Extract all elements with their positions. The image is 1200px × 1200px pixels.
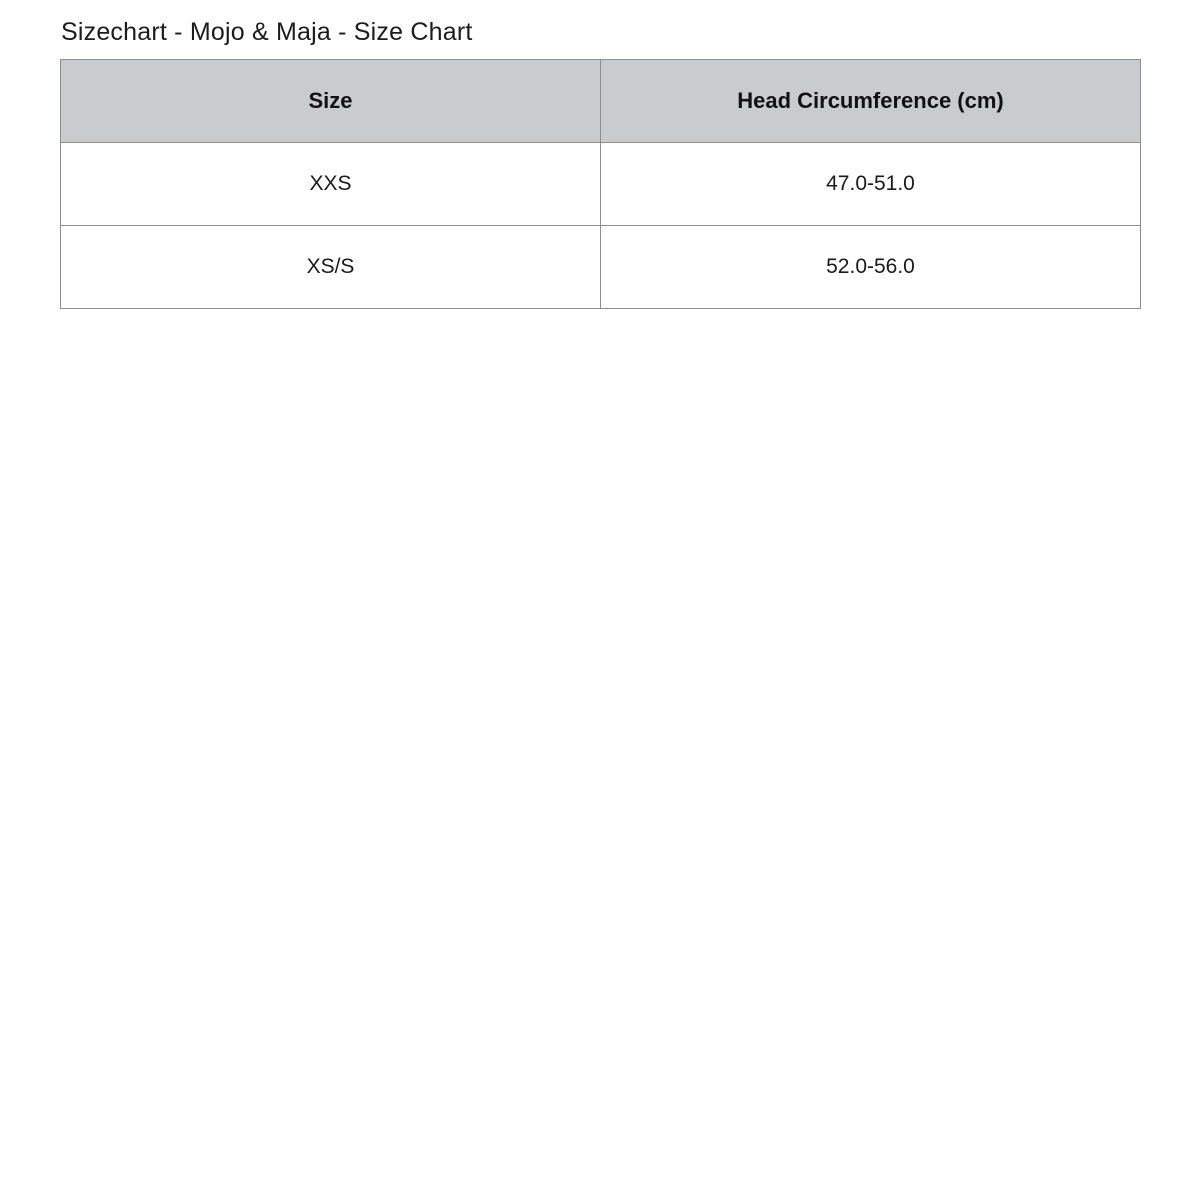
page-title: Sizechart - Mojo & Maja - Size Chart <box>61 18 473 46</box>
size-chart-table <box>60 59 1141 309</box>
column-header-size: Size <box>61 60 601 143</box>
column-header-head-circumference: Head Circumference (cm) <box>601 60 1141 143</box>
table-row <box>61 143 1141 226</box>
table-header-row <box>61 60 1141 143</box>
cell-size: XXS <box>61 143 601 226</box>
cell-head-circumference: 52.0-56.0 <box>601 226 1141 309</box>
cell-size: XS/S <box>61 226 601 309</box>
cell-head-circumference: 47.0-51.0 <box>601 143 1141 226</box>
table-row <box>61 226 1141 309</box>
